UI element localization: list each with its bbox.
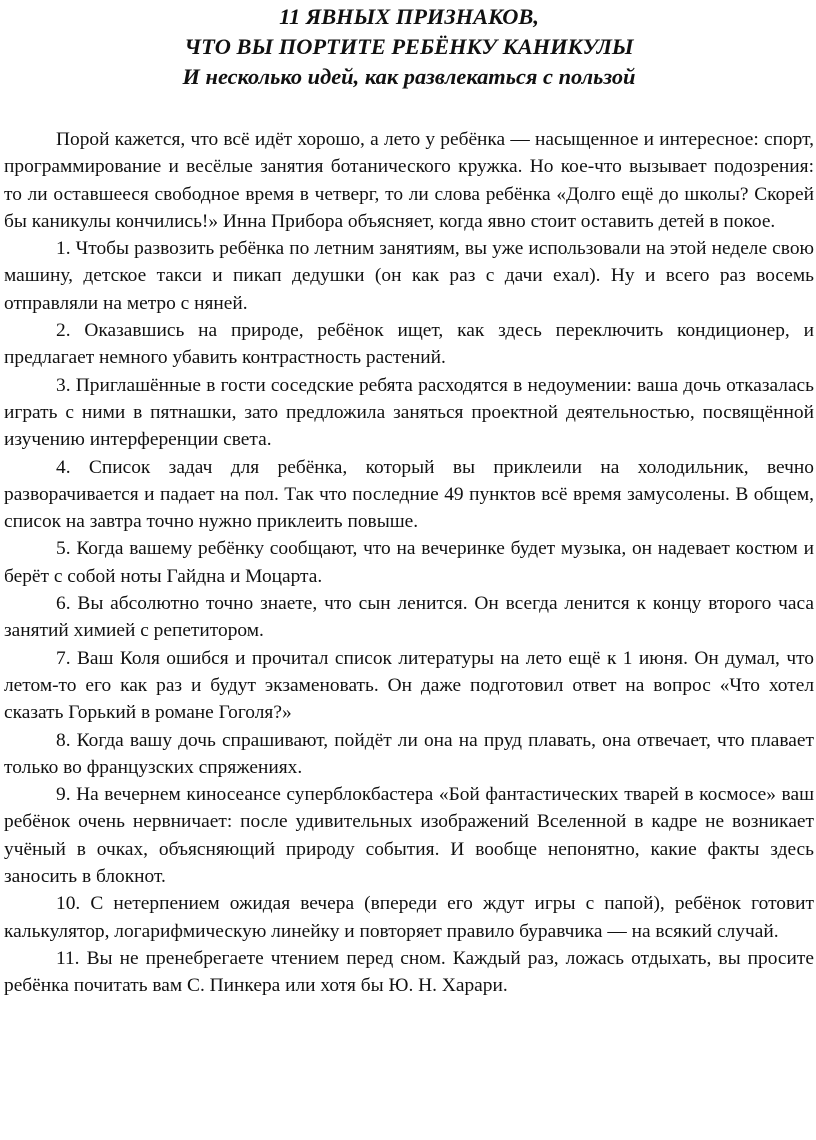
list-item-8: 8. Когда вашу дочь спрашивают, пойдёт ли она на пруд плавать, она отвечает, что плавает только во французских спряжениях.	[4, 729, 814, 778]
document-body	[4, 126, 814, 1000]
list-item-6: 6. Вы абсолютно точно знаете, что сын ленится. Он всегда ленится к концу второго часа занятий химией с репетитором.	[4, 593, 814, 642]
list-item-10: 10. С нетерпением ожидая вечера (впереди его ждут игры с папой), ребёнок готовит калькулятор, логарифмическую линейку и повторяет правило буравчика — на всякий случай.	[4, 893, 814, 942]
list-item-5: 5. Когда вашему ребёнку сообщают, что на вечеринке будет музыка, он надевает костюм и берёт с собой ноты Гайдна и Моцарта.	[4, 538, 814, 587]
document-title-line-2: ЧТО ВЫ ПОРТИТЕ РЕБЁНКУ КАНИКУЛЫ	[184, 34, 634, 59]
list-item-2: 2. Оказавшись на природе, ребёнок ищет, как здесь переключить кондиционер, и предлагает немного убавить контрастность растений.	[4, 320, 814, 369]
document-title-line-1: 11 ЯВНЫХ ПРИЗНАКОВ,	[279, 4, 539, 29]
list-item-4: 4. Список задач для ребёнка, который вы приклеили на холодильник, вечно разворачивается и падает на пол. Так что последние 49 пунктов всё время замусолены. В общем, список на завтра точно нужно приклеить повыше.	[4, 456, 814, 533]
list-item-1: 1. Чтобы развозить ребёнка по летним занятиям, вы уже использовали на этой неделе свою машину, детское такси и пикап дедушки (он как раз с дачи ехал). Ну и всего раз восемь отправляли на метро с няней.	[4, 238, 814, 314]
list-item-9: 9. На вечернем киносеансе суперблокбастера «Бой фантастических тварей в космосе» ваш ребёнок очень нервничает: после удивительных изображений Вселенной в кадре не возникает учёный в очках, объясняющий природу события. И вообще непонятно, какие факты здесь заносить в блокнот.	[4, 784, 814, 888]
list-item-3: 3. Приглашённые в гости соседские ребята расходятся в недоумении: ваша дочь отказалась играть с ними в пятнашки, зато предложила заняться проектной деятельностью, посвящённой изучению интерференции света.	[4, 374, 814, 451]
document-subtitle: И несколько идей, как развлекаться с пользой	[182, 64, 636, 89]
list-item-7: 7. Ваш Коля ошибся и прочитал список литературы на лето ещё к 1 июня. Он думал, что летом-то его как раз и будут экзаменовать. Он даже подготовил ответ на вопрос «Что хотел сказать Горький в романе Гоголя?»	[4, 647, 814, 724]
list-item-11: 11. Вы не пренебрегаете чтением перед сном. Каждый раз, ложась отдыхать, вы просите ребёнка почитать вам С. Пинкера или хотя бы Ю. Н. Харари.	[4, 947, 814, 997]
intro-paragraph: Порой кажется, что всё идёт хорошо, а лето у ребёнка — насыщенное и интересное: спорт, программирование и весёлые занятия ботанического кружка. Но кое-что вызывает подозрения: то ли оставшееся свободное время в четверг, то ли слова ребёнка «Долго ещё до школы? Скорей бы каникулы кончились!» Инна Прибора объясняет, когда явно стоит оставить детей в покое.	[4, 129, 814, 232]
